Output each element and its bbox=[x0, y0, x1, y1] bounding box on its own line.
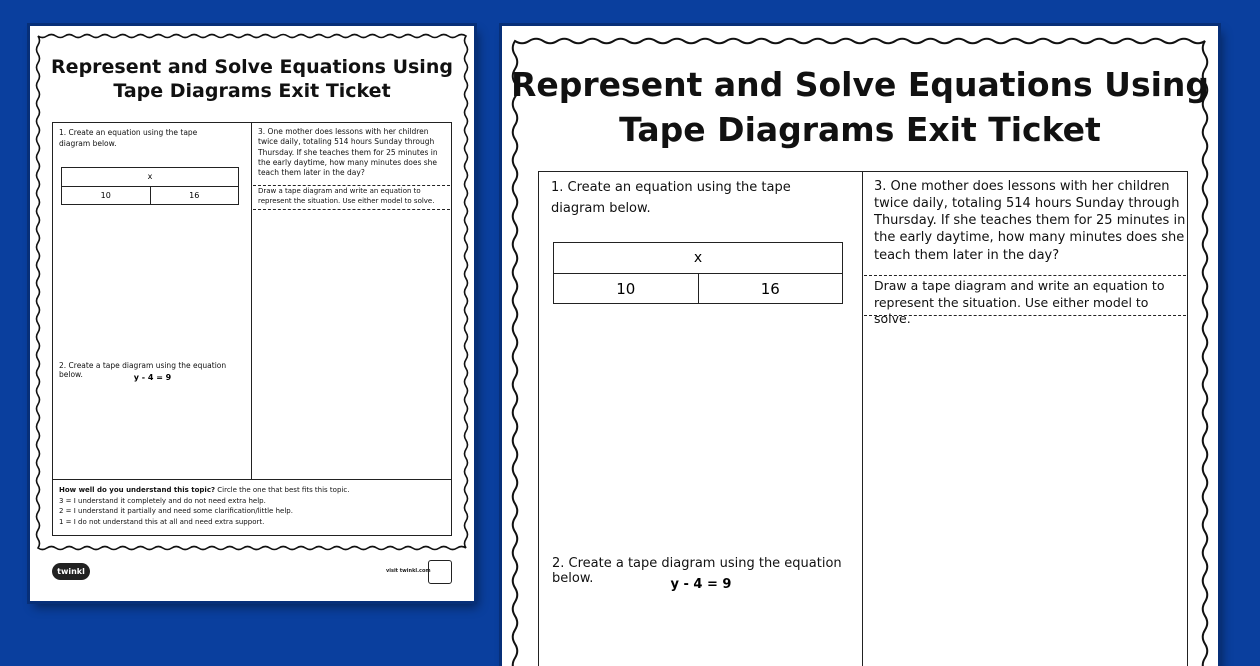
worksheet-thumbnail bbox=[30, 26, 474, 601]
worksheet-title bbox=[502, 63, 1218, 153]
tape-total-label: x bbox=[147, 172, 153, 181]
question-3-text bbox=[874, 178, 1186, 264]
level-1-text: 1 = I do not understand this at all and need extra support. bbox=[59, 517, 265, 526]
question-1-text-line-1: 1. Create an equation using the tape bbox=[59, 128, 198, 137]
badge-icon bbox=[428, 560, 452, 584]
question-2-text: 2. Create a tape diagram using the equation below. bbox=[59, 361, 227, 379]
question-1-text-line-1: 1. Create an equation using the tape bbox=[551, 180, 791, 195]
dashed-divider bbox=[253, 209, 450, 210]
level-2-text: 2 = I understand it partially and need some clarification/little help. bbox=[59, 507, 293, 515]
tape-total-label: x bbox=[693, 250, 703, 266]
tape-segment-right: 16 bbox=[150, 187, 239, 204]
question-3-line-4: the early daytime, how many minutes does she bbox=[874, 230, 1185, 246]
self-assessment-cell bbox=[53, 479, 451, 535]
tape-segment-right: 16 bbox=[698, 274, 843, 303]
draw-instruction-line-1: Draw a tape diagram and write an equation to bbox=[258, 187, 421, 195]
draw-instruction-line-1: Draw a tape diagram and write an equation to bbox=[874, 278, 1165, 293]
level-3-text: 3 = I understand it completely and do not need extra help. bbox=[59, 496, 266, 505]
question-1-text-line-2: diagram below. bbox=[59, 139, 117, 149]
twinkl-logo: twinkl bbox=[52, 563, 90, 580]
question-3-line-1: 3. One mother does lessons with her children bbox=[258, 127, 429, 136]
worksheet-zoomed bbox=[502, 26, 1218, 666]
draw-instruction bbox=[258, 187, 450, 207]
tape-segment-left: 10 bbox=[616, 280, 636, 298]
question-2-equation: y - 4 = 9 bbox=[670, 577, 732, 592]
dashed-divider bbox=[864, 275, 1186, 276]
question-grid bbox=[52, 122, 452, 536]
footer-url: visit twinkl.com bbox=[386, 568, 431, 574]
dashed-divider bbox=[253, 185, 450, 186]
question-3-line-3: Thursday. If she teaches them for 25 minutes in bbox=[874, 213, 1186, 229]
question-3-line-4: the early daytime, how many minutes does she bbox=[258, 158, 438, 168]
question-2-text: 2. Create a tape diagram using the equation below. bbox=[552, 556, 842, 586]
question-1-text-line-2: diagram below. bbox=[551, 200, 651, 216]
self-assessment-heading: How well do you understand this topic? bbox=[59, 486, 216, 494]
question-2-equation: y - 4 = 9 bbox=[133, 373, 172, 382]
self-assessment-instruction: Circle the one that best fits this topic. bbox=[215, 486, 350, 494]
question-3-line-2: twice daily, totaling 514 hours Sunday through bbox=[258, 137, 435, 147]
tape-diagram-small bbox=[61, 167, 239, 205]
tape-segment-left: 10 bbox=[100, 191, 111, 200]
draw-instruction-line-2: represent the situation. Use either model to solve. bbox=[258, 196, 435, 205]
question-3-line-3: Thursday. If she teaches them for 25 minutes in bbox=[258, 147, 438, 157]
draw-instruction bbox=[874, 278, 1186, 328]
title-line-1: Represent and Solve Equations Using bbox=[510, 65, 1210, 104]
question-3-line-5: teach them later in the day? bbox=[874, 247, 1060, 263]
draw-instruction-line-2: represent the situation. Use either model to solve. bbox=[874, 294, 1149, 326]
question-grid bbox=[538, 171, 1188, 666]
question-3-text bbox=[258, 127, 450, 179]
dashed-divider bbox=[864, 315, 1186, 316]
worksheet-title bbox=[30, 56, 474, 104]
tape-diagram bbox=[553, 242, 843, 304]
question-3-line-5: teach them later in the day? bbox=[258, 168, 365, 178]
title-line-2: Tape Diagrams Exit Ticket bbox=[113, 79, 391, 102]
title-line-1: Represent and Solve Equations Using bbox=[51, 56, 453, 78]
question-3-line-2: twice daily, totaling 514 hours Sunday through bbox=[874, 196, 1180, 212]
title-line-2: Tape Diagrams Exit Ticket bbox=[619, 109, 1101, 149]
question-3-line-1: 3. One mother does lessons with her children bbox=[874, 179, 1170, 194]
